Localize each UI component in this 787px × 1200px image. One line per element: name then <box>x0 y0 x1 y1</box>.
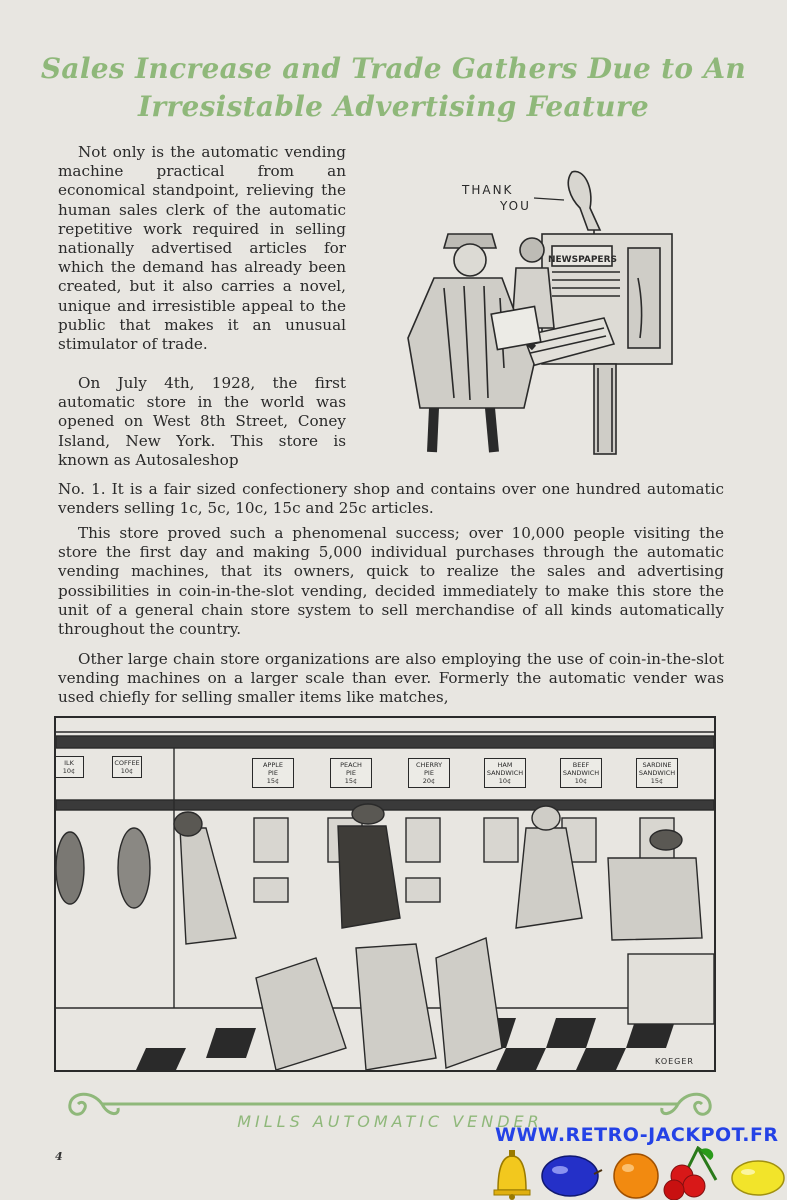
paragraph-3: This store proved such a phenomenal success; over 10,000 people visiting the store the first day and making 5,000 individual purchases through the automatic vending machines, that its owners, quick to realize the sales and advertising possibilities in coin-in-the-slot vending, decided immediately to make this store the unit of a general chain store system to sell merchandise of all kinds automatically throughout the country. <box>58 524 724 639</box>
menu-sign-text: COFFEE <box>114 759 140 767</box>
menu-sign-text: SANDWICH <box>562 769 600 777</box>
seated-diner-2 <box>356 944 436 1070</box>
paragraph-1: Not only is the automatic vending machine practical from an economical standpoint, relieving the human sales clerk of the automatic repetitive work required in selling nationally advertised articles for which the demand has already been created, but it also carries a novel, unique and irresistible appeal to the public that makes it an unusual stimulator of trade. <box>58 143 346 354</box>
menu-sign <box>636 758 678 788</box>
counter <box>628 954 714 1024</box>
menu-sign-text: PIE <box>424 769 434 777</box>
man-right <box>608 858 702 940</box>
plum-icon <box>542 1156 602 1196</box>
seated-diner-3 <box>436 938 502 1068</box>
woman-left <box>180 828 236 944</box>
menu-sign-text: 15¢ <box>650 777 664 785</box>
lemon-icon <box>732 1161 784 1195</box>
automat-scene <box>56 718 714 1070</box>
watermark-link[interactable]: WWW.RETRO-JACKPOT.FR <box>495 1124 779 1146</box>
menu-sign-text: PIE <box>268 769 278 777</box>
gramophone-horn <box>568 171 600 230</box>
menu-sign <box>54 756 84 778</box>
menu-sign-text: SANDWICH <box>638 769 676 777</box>
menu-sign-text: 20¢ <box>422 777 436 785</box>
menu-sign-text: HAM <box>497 761 513 769</box>
menu-sign <box>252 758 294 788</box>
seated-diner-1 <box>256 958 346 1070</box>
man-center <box>338 826 400 928</box>
menu-sign-text: CHERRY <box>415 761 443 769</box>
orange-icon <box>614 1154 658 1198</box>
menu-sign-text: ILK <box>64 759 74 767</box>
menu-sign-text: APPLE <box>262 761 283 769</box>
bell-icon <box>494 1150 530 1200</box>
menu-sign <box>484 758 526 788</box>
speech-thank: THANK <box>462 183 514 197</box>
menu-sign <box>560 758 602 788</box>
menu-sign-text: PIE <box>346 769 356 777</box>
fruit-symbols <box>486 1146 786 1200</box>
speech-you: YOU <box>500 199 531 213</box>
menu-sign <box>112 756 142 778</box>
cherries-icon <box>664 1148 716 1200</box>
menu-sign-text: 15¢ <box>344 777 358 785</box>
menu-sign-text: BEEF <box>572 761 590 769</box>
menu-sign-text: 10¢ <box>498 777 512 785</box>
menu-sign <box>408 758 450 788</box>
menu-sign <box>330 758 372 788</box>
menu-sign-text: 10¢ <box>62 767 76 775</box>
footer-label: MILLS AUTOMATIC VENDER <box>237 1112 543 1131</box>
menu-sign-text: SARDINE <box>642 761 672 769</box>
menu-sign-text: 10¢ <box>120 767 134 775</box>
menu-sign-text: 10¢ <box>574 777 588 785</box>
paragraph-2-part-2: No. 1. It is a fair sized confectionery shop and contains over one hundred automatic venders selling 1c, 5c, 10c, 15c and 25c articles. <box>58 480 724 518</box>
paragraph-4: Other large chain store organizations are also employing the use of coin-in-the-slot vending machines on a larger scale than ever. Formerly the automatic vender was used chiefly for selling smaller items like matches, <box>58 650 724 707</box>
paragraph-2-part-1: On July 4th, 1928, the first automatic store in the world was opened on West 8th Street, Coney Island, New York. This store is known as Autosaleshop <box>58 374 346 469</box>
menu-sign-text: 15¢ <box>266 777 280 785</box>
newspaper-vending-illustration <box>384 168 704 458</box>
menu-sign-text: SANDWICH <box>486 769 524 777</box>
machine-sign: NEWSPAPERS <box>548 255 617 265</box>
page-title: Sales Increase and Trade Gathers Due to An Irresistable Advertising Feature <box>40 52 747 123</box>
artist-signature: KOEGER <box>655 1057 694 1066</box>
page-number: 4 <box>55 1150 63 1163</box>
menu-sign-text: PEACH <box>340 761 362 769</box>
automat-store-illustration <box>54 716 716 1072</box>
